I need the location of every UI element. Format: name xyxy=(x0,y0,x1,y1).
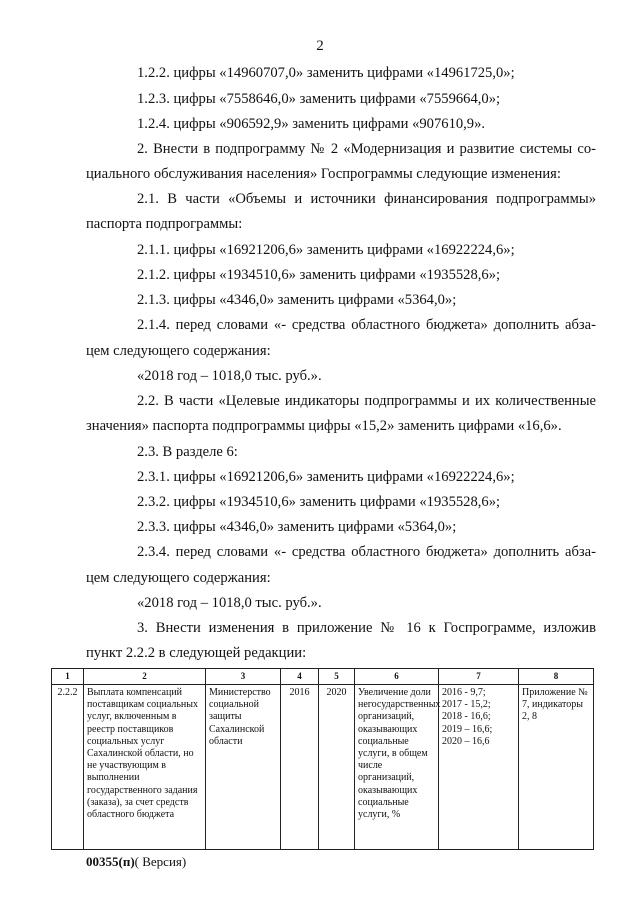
text-line: 2.3.4. перед словами «- средства областного бюджета» дополнить абза- xyxy=(137,544,596,560)
indicator-value: 2019 – 16,6; xyxy=(442,723,493,735)
column-header: 8 xyxy=(519,669,594,685)
text-line: 2.3.2. цифры «1934510,6» заменить цифрами «1935528,6»; xyxy=(137,494,501,510)
measure-description-cell: Выплата компенсаций поставщикам социальных услуг, включенным в реестр поставщиков социальных услуг Сахалинской области, но не участвующим в выполнении государственного задания (заказа), за счет средств областного бюджета xyxy=(84,685,206,850)
text-line: 2. Внести в подпрограмму № 2 «Модернизация и развитие системы со- xyxy=(137,141,596,157)
text-line: 1.2.3. цифры «7558646,0» заменить цифрами «7559664,0»; xyxy=(137,91,501,107)
document-code: 00355(п) xyxy=(86,854,135,869)
expected-result-cell: Увеличение доли негосударственных организаций, оказывающих социальные услуги, в общем числе организаций, оказывающих социальные услуги, % xyxy=(355,685,439,850)
text-line: значения» паспорта подпрограммы цифры «15,2» заменить цифрами «16,6». xyxy=(86,418,562,434)
table-header-row xyxy=(52,669,594,685)
start-year-cell: 2016 xyxy=(281,685,319,850)
text-line: 2.3.3. цифры «4346,0» заменить цифрами «5364,0»; xyxy=(137,519,457,535)
text-line: 1.2.2. цифры «14960707,0» заменить цифрами «14961725,0»; xyxy=(137,65,515,81)
text-line: «2018 год – 1018,0 тыс. руб.». xyxy=(137,595,322,611)
indicator-value: 2016 - 9,7; xyxy=(442,687,486,698)
text-line: цем следующего содержания: xyxy=(86,343,271,359)
text-line: 3. Внести изменения в приложение № 16 к Госпрограмме, изложив xyxy=(137,620,596,636)
text-line: 2.1.2. цифры «1934510,6» заменить цифрами «1935528,6»; xyxy=(137,267,501,283)
text-line: 1.2.4. цифры «906592,9» заменить цифрами «907610,9». xyxy=(137,116,486,132)
table-row xyxy=(52,685,594,850)
text-line: 2.1.3. цифры «4346,0» заменить цифрами «5364,0»; xyxy=(137,292,457,308)
column-header: 7 xyxy=(439,669,519,685)
text-line: 2.1.4. перед словами «- средства областного бюджета» дополнить абза- xyxy=(137,317,596,333)
text-line: пункт 2.2.2 в следующей редакции: xyxy=(86,645,307,661)
column-header: 5 xyxy=(319,669,355,685)
end-year-cell: 2020 xyxy=(319,685,355,850)
indicator-value: 2020 – 16,6 xyxy=(442,735,490,747)
column-header: 3 xyxy=(206,669,281,685)
responsible-executor-cell: Министерство социальной защиты Сахалинской области xyxy=(206,685,281,850)
text-line: 2.1. В части «Объемы и источники финансирования подпрограммы» xyxy=(137,191,596,207)
page-number: 2 xyxy=(316,38,324,54)
text-line: 2.3.1. цифры «16921206,6» заменить цифрами «16922224,6»; xyxy=(137,469,515,485)
reference-cell: Приложение № 7, индикаторы 2, 8 xyxy=(519,685,594,850)
text-line: «2018 год – 1018,0 тыс. руб.». xyxy=(137,368,322,384)
text-line: 2.1.1. цифры «16921206,6» заменить цифрами «16922224,6»; xyxy=(137,242,515,258)
document-footer xyxy=(86,854,186,870)
column-header: 4 xyxy=(281,669,319,685)
text-line: цем следующего содержания: xyxy=(86,570,271,586)
document-version: ( Версия) xyxy=(134,854,187,869)
indicator-values-cell xyxy=(439,685,519,850)
appendix-table xyxy=(51,668,594,850)
text-line: циального обслуживания населения» Госпрограммы следующие изменения: xyxy=(86,166,561,182)
text-line: 2.2. В части «Целевые индикаторы подпрограммы и их количественные xyxy=(137,393,596,409)
indicator-value: 2018 - 16,6; xyxy=(442,711,491,723)
column-header: 1 xyxy=(52,669,84,685)
text-line: 2.3. В разделе 6: xyxy=(137,444,238,460)
column-header: 2 xyxy=(84,669,206,685)
text-line: паспорта подпрограммы: xyxy=(86,216,243,232)
item-number-cell: 2.2.2 xyxy=(52,685,84,850)
indicator-value: 2017 - 15,2; xyxy=(442,699,491,711)
column-header: 6 xyxy=(355,669,439,685)
